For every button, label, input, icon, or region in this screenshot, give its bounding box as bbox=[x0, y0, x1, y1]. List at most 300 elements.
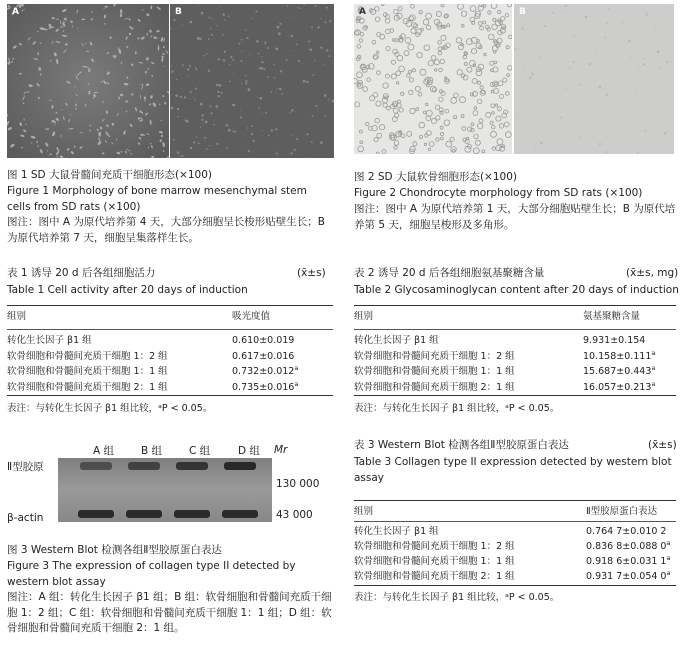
table3-header-rule bbox=[354, 521, 676, 522]
dots1b-cell-148 bbox=[290, 152, 292, 154]
dots2b-cell-16 bbox=[516, 113, 517, 114]
table2-row-4-value-text: 16.057±0.213 bbox=[583, 381, 652, 393]
dots1b-cell-179 bbox=[279, 88, 281, 90]
dots1b-cell-69 bbox=[289, 112, 290, 113]
dots1b-cell-37 bbox=[196, 136, 197, 137]
table2-row-3-value bbox=[583, 363, 656, 378]
table1-row-4-value-text: 0.735±0.016 bbox=[232, 381, 295, 393]
dots1b-cell-31 bbox=[216, 84, 219, 87]
dots1b-cell-163 bbox=[201, 114, 203, 116]
fig1-panel-b-label: B bbox=[175, 7, 182, 17]
table2-row-4-value bbox=[583, 379, 656, 394]
table1-row-3-value bbox=[232, 363, 299, 378]
dots2b-cell-56 bbox=[574, 35, 576, 37]
table1-row-4-sig: a bbox=[294, 379, 299, 388]
dots1b-cell-171 bbox=[262, 130, 263, 131]
dots1b-cell-108 bbox=[219, 84, 222, 87]
dots1b-cell-124 bbox=[320, 47, 322, 49]
dots1b-cell-175 bbox=[200, 103, 203, 106]
dots1b-cell-116 bbox=[264, 68, 266, 70]
fig3-blot-bands bbox=[58, 458, 272, 522]
dots2b-cell-46 bbox=[669, 32, 670, 33]
table1-title-en: Table 1 Cell activity after 20 days of induction bbox=[7, 284, 248, 296]
dots2b-cell-20 bbox=[644, 130, 646, 132]
table1-row-3-group: 软骨细胞和骨髓间充质干细胞 1：1 组 bbox=[7, 366, 168, 377]
dots1b-cell-150 bbox=[265, 41, 266, 42]
dots1b-cell-128 bbox=[176, 79, 178, 81]
dots1b-cell-188 bbox=[228, 129, 231, 132]
dots1b-cell-59 bbox=[201, 12, 204, 15]
dots1b-cell-97 bbox=[216, 105, 219, 108]
dots1b-cell-34 bbox=[249, 54, 250, 55]
table2-row-1-group: 转化生长因子 β1 组 bbox=[354, 335, 439, 346]
dots2b-cell-47 bbox=[617, 63, 618, 64]
dots1b-cell-55 bbox=[214, 62, 215, 63]
dots1b-cell-162 bbox=[295, 111, 296, 112]
fig3-mr-label: Mr bbox=[274, 444, 288, 456]
dots1b-cell-112 bbox=[171, 71, 173, 73]
table3-row-4-value bbox=[586, 568, 671, 583]
fig1-note: 图注：图中 A 为原代培养第 4 天，大部分细胞呈长梭形贴壁生长；B 为原代培养第 7 天，细胞呈集落样生长。 bbox=[7, 216, 325, 244]
dots1b-cell-197 bbox=[311, 26, 313, 28]
table1-bottom-rule bbox=[7, 395, 333, 396]
dots1b-cell-184 bbox=[245, 80, 247, 82]
dots1b-cell-110 bbox=[205, 121, 208, 124]
dots1b-cell-68 bbox=[233, 130, 235, 132]
fig3-row2-label: β-actin bbox=[7, 512, 44, 524]
dots1b-cell-172 bbox=[206, 53, 208, 55]
table3-row-2-value-text: 0.836 8±0.088 0 bbox=[586, 541, 667, 552]
table3-top-rule bbox=[354, 500, 676, 501]
dots1b-cell-50 bbox=[180, 96, 182, 98]
dots2b-cell-53 bbox=[618, 85, 619, 86]
dots2b-cell-40 bbox=[664, 132, 667, 135]
dots1b-cell-93 bbox=[214, 124, 216, 126]
dots1b-cell-131 bbox=[248, 150, 250, 152]
dots1b-cell-190 bbox=[245, 75, 246, 76]
dots1b-cell-191 bbox=[314, 60, 315, 61]
dots2b-cell-27 bbox=[657, 50, 660, 53]
dots2b-cell-2 bbox=[580, 84, 582, 86]
dots1b-cell-109 bbox=[187, 68, 189, 70]
dots1b-cell-48 bbox=[258, 68, 259, 69]
fig1-panel-b-image bbox=[170, 4, 334, 158]
dots1b-cell-38 bbox=[241, 60, 243, 62]
dots1b-cell-3 bbox=[190, 99, 191, 100]
dots1b-cell-44 bbox=[299, 8, 300, 9]
dots2b-cell-26 bbox=[586, 21, 587, 22]
table3-title-en: Table 3 Collagen type II expression detected by western blot assay bbox=[354, 456, 672, 484]
dots1b-cell-144 bbox=[229, 64, 230, 65]
dots1b-cell-147 bbox=[228, 15, 230, 17]
dots1b-cell-25 bbox=[224, 19, 226, 21]
dots1b-cell-138 bbox=[180, 74, 181, 75]
dots1b-cell-65 bbox=[171, 107, 174, 110]
table2-row-2-group: 软骨细胞和骨髓间充质干细胞 1：2 组 bbox=[354, 350, 515, 362]
dots1b-cell-130 bbox=[293, 16, 294, 17]
dots1b-cell-156 bbox=[287, 6, 288, 7]
table1-row-4-group: 软骨细胞和骨髓间充质干细胞 2：1 组 bbox=[7, 381, 168, 393]
fig3-row1-label: Ⅱ型胶原 bbox=[7, 461, 44, 473]
dots1b-cell-72 bbox=[209, 105, 211, 107]
table3-row-3-value-text: 0.918 6±0.031 1 bbox=[586, 556, 667, 567]
table1-row-1-group: 转化生长因子 β1 组 bbox=[7, 335, 92, 346]
dots2b-cell-8 bbox=[561, 12, 562, 13]
table2-row-2-sig: a bbox=[651, 348, 656, 357]
dots1b-cell-199 bbox=[198, 81, 199, 82]
fig2-panel-a bbox=[354, 4, 512, 154]
dots1a-cell-42 bbox=[23, 103, 24, 105]
fig2-caption-cn: 图 2 SD 大鼠软骨细胞形态(×100) bbox=[354, 171, 517, 183]
dots1b-cell-178 bbox=[233, 74, 234, 75]
table1-row-4-value bbox=[232, 379, 299, 394]
dots1b-cell-42 bbox=[317, 26, 319, 28]
fig3-lane-c: C 组 bbox=[189, 445, 211, 457]
dots2b-cell-34 bbox=[647, 71, 649, 73]
table2-bottom-rule bbox=[354, 395, 676, 396]
dots1b-cell-106 bbox=[323, 64, 324, 65]
table3-row-4-sig: a bbox=[666, 568, 671, 577]
table1-unit: (x̄±s) bbox=[297, 267, 326, 279]
dots1b-cell-51 bbox=[203, 123, 204, 124]
dots1b-cell-53 bbox=[218, 58, 220, 60]
dots1b-cell-118 bbox=[171, 65, 172, 66]
dots1b-cell-46 bbox=[261, 56, 262, 57]
dots1b-cell-177 bbox=[195, 88, 197, 90]
table1-row-2-group: 软骨细胞和骨髓间充质干细胞 1：2 组 bbox=[7, 350, 168, 362]
dots1b-cell-0 bbox=[190, 147, 192, 149]
dots1b-cell-173 bbox=[241, 83, 242, 84]
table3-col-group: 组别 bbox=[354, 506, 374, 517]
dots2b-cell-3 bbox=[606, 23, 608, 25]
dots1b-cell-91 bbox=[210, 28, 211, 29]
fig3-lane-d: D 组 bbox=[238, 445, 260, 457]
dots1b-cell-167 bbox=[189, 65, 191, 67]
dots1b-cell-87 bbox=[253, 140, 255, 142]
table3-col-value: Ⅱ型胶原蛋白表达 bbox=[586, 506, 658, 517]
dots2b-cell-48 bbox=[666, 61, 668, 63]
dots1b-cell-23 bbox=[260, 97, 263, 100]
dots2b-cell-23 bbox=[637, 151, 639, 153]
dots1b-cell-168 bbox=[290, 50, 291, 51]
dots1b-cell-78 bbox=[245, 83, 247, 85]
dots1b-cell-161 bbox=[288, 35, 289, 36]
dots1b-cell-142 bbox=[195, 68, 197, 70]
dots1b-cell-182 bbox=[170, 28, 171, 29]
table3-bottom-rule bbox=[354, 585, 676, 586]
dots1b-cell-82 bbox=[298, 60, 300, 62]
fig3-mr bbox=[274, 443, 287, 457]
dots1b-cell-20 bbox=[311, 141, 313, 143]
dots2b-cell-11 bbox=[648, 121, 649, 122]
dots2b-cell-13 bbox=[622, 21, 624, 23]
dots1b-cell-115 bbox=[317, 108, 318, 109]
dots1b-cell-129 bbox=[182, 64, 184, 66]
table2-header-rule bbox=[354, 329, 676, 330]
dots2b-cell-28 bbox=[617, 148, 618, 149]
dots1b-cell-98 bbox=[211, 34, 213, 36]
dots2b-cell-57 bbox=[540, 142, 543, 145]
dots2b-cell-35 bbox=[574, 133, 575, 134]
dots1b-cell-183 bbox=[278, 32, 281, 35]
dots1b-cell-33 bbox=[321, 18, 322, 19]
table1-row-2-value-text: 0.617±0.016 bbox=[232, 350, 295, 362]
dots1b-cell-79 bbox=[320, 141, 323, 144]
dots2b-cell-18 bbox=[643, 63, 645, 65]
table2-row-1-value-text: 9.931±0.154 bbox=[583, 335, 646, 346]
dots2b-cell-30 bbox=[628, 40, 630, 42]
dots2b-cell-50 bbox=[539, 57, 540, 58]
table1-row-2-value bbox=[232, 351, 294, 363]
dots1b-cell-198 bbox=[223, 13, 224, 14]
table2-unit: (x̄±s, mg) bbox=[626, 267, 679, 279]
table2-row-3-value-text: 15.687±0.443 bbox=[583, 366, 652, 377]
dots1b-cell-159 bbox=[190, 21, 193, 24]
dots1b-cell-71 bbox=[291, 35, 293, 37]
dots2b-cell-41 bbox=[602, 29, 603, 30]
table3-title-cn: 表 3 Western Blot 检测各组Ⅱ型胶原蛋白表达 bbox=[354, 439, 569, 451]
dots1b-cell-127 bbox=[206, 148, 208, 150]
dots1b-cell-57 bbox=[245, 29, 246, 30]
dots1b-cell-1 bbox=[281, 93, 283, 95]
dots1b-cell-61 bbox=[302, 63, 303, 64]
fig3-lane-a: A 组 bbox=[93, 445, 115, 457]
dots2b-cell-59 bbox=[606, 93, 608, 95]
dots2b-cell-25 bbox=[657, 144, 658, 145]
table1-row-3-value-text: 0.732±0.012 bbox=[232, 366, 295, 377]
dots1b-cell-18 bbox=[256, 40, 259, 43]
table2-title-en: Table 2 Glycosaminoglycan content after 20 days of induction bbox=[354, 284, 679, 296]
dots2b-cell-21 bbox=[544, 25, 546, 27]
blot-band-actin-3 bbox=[174, 510, 210, 518]
dots2b-cell-4 bbox=[521, 28, 523, 30]
dots1b-cell-189 bbox=[185, 120, 186, 121]
table3-row-4-value-text: 0.931 7±0.054 0 bbox=[586, 571, 667, 582]
dots1b-cell-174 bbox=[271, 129, 273, 131]
table3-row-4-group: 软骨细胞和骨髓间充质干细胞 2：1 组 bbox=[354, 571, 515, 582]
fig1-panel-a-image bbox=[7, 4, 169, 158]
dots2b-cell-54 bbox=[599, 143, 601, 145]
blot-band-collagen-1 bbox=[80, 462, 112, 470]
dots2b-cell-7 bbox=[585, 16, 588, 19]
table3-row-3-value bbox=[586, 553, 671, 568]
dots1b-cell-58 bbox=[219, 6, 220, 7]
table3-row-1-group: 转化生长因子 β1 组 bbox=[354, 526, 439, 537]
dots2b-cell-51 bbox=[655, 29, 656, 30]
dots1b-cell-6 bbox=[226, 124, 229, 127]
table3-note: 表注：与转化生长因子 β1 组比较，ᵃP < 0.05。 bbox=[354, 592, 560, 603]
dots2b-cell-44 bbox=[651, 67, 652, 68]
dots1b-cell-100 bbox=[296, 44, 298, 46]
dots2b-cell-43 bbox=[608, 8, 610, 10]
dots1b-cell-137 bbox=[217, 91, 219, 93]
dots1b-cell-62 bbox=[229, 81, 231, 83]
dots1b-cell-24 bbox=[251, 133, 253, 135]
fig2-caption-en: Figure 2 Chondrocyte morphology from SD rats (×100) bbox=[354, 187, 643, 199]
dots1b-cell-153 bbox=[216, 25, 217, 26]
dots1b-cell-63 bbox=[274, 77, 275, 78]
dots1b-cell-102 bbox=[252, 18, 253, 19]
dots1b-cell-152 bbox=[328, 99, 329, 100]
dots2b-cell-9 bbox=[599, 85, 602, 88]
dots1b-cell-40 bbox=[261, 61, 263, 63]
dots2b-cell-38 bbox=[589, 63, 592, 66]
dots1b-cell-139 bbox=[204, 137, 206, 139]
fig1-panel-b bbox=[170, 4, 334, 158]
fig1-caption-en: Figure 1 Morphology of bone marrow mesenchymal stem cells from SD rats (×100) bbox=[7, 185, 307, 213]
table2-col-group: 组别 bbox=[354, 311, 374, 322]
dots1b-cell-160 bbox=[275, 128, 277, 130]
dots1b-cell-136 bbox=[251, 125, 253, 127]
dots2b-cell-55 bbox=[669, 6, 670, 7]
dots1b-cell-195 bbox=[241, 39, 243, 41]
dots1b-cell-85 bbox=[190, 91, 192, 93]
dots1b-cell-180 bbox=[238, 43, 240, 45]
dots1b-cell-114 bbox=[173, 139, 175, 141]
dots1b-cell-170 bbox=[175, 94, 178, 97]
dots1b-cell-165 bbox=[315, 5, 317, 7]
dots1b-cell-7 bbox=[329, 55, 331, 57]
blot-band-actin-2 bbox=[126, 510, 162, 518]
dots1b-cell-194 bbox=[273, 64, 274, 65]
fig1-panel-a bbox=[7, 4, 169, 158]
dots1b-cell-10 bbox=[224, 51, 226, 53]
dots1b-cell-120 bbox=[277, 26, 280, 29]
dots1b-cell-141 bbox=[226, 147, 228, 149]
fig2-panel-b-image bbox=[514, 4, 674, 154]
dots1b-cell-107 bbox=[232, 104, 234, 106]
dots1b-cell-193 bbox=[260, 67, 263, 70]
dots1b-cell-90 bbox=[276, 153, 278, 155]
blot-band-collagen-2 bbox=[128, 462, 160, 470]
dots1b-cell-119 bbox=[268, 76, 270, 78]
fig3-caption-cn: 图 3 Western Blot 检测各组Ⅱ型胶原蛋白表达 bbox=[7, 544, 222, 556]
dots1b-cell-17 bbox=[195, 67, 196, 68]
dots1b-cell-39 bbox=[240, 116, 242, 118]
dots2b-cell-33 bbox=[597, 64, 598, 65]
dots2b-cell-58 bbox=[636, 91, 637, 92]
table3-unit: (x̄±s) bbox=[648, 439, 677, 451]
table3-row-3-group: 软骨细胞和骨髓间充质干细胞 1：1 组 bbox=[354, 556, 515, 567]
dots1b-cell-52 bbox=[246, 37, 248, 39]
dots1b-cell-22 bbox=[182, 155, 184, 157]
dots1b-cell-103 bbox=[209, 17, 211, 19]
dots1b-cell-181 bbox=[179, 156, 180, 157]
dots1b-cell-70 bbox=[286, 59, 288, 61]
dots1b-cell-166 bbox=[329, 20, 331, 22]
dots2b-cell-19 bbox=[646, 13, 648, 15]
table1-top-rule bbox=[7, 305, 333, 306]
fig3-marker1: 130 000 bbox=[276, 478, 320, 490]
table1-row-1-value bbox=[232, 335, 294, 347]
dots1b-cell-125 bbox=[264, 42, 266, 44]
dots1b-cell-146 bbox=[188, 75, 189, 76]
dots1b-cell-157 bbox=[182, 24, 183, 25]
dots1b-cell-117 bbox=[248, 85, 249, 86]
table2-row-4-sig: a bbox=[651, 379, 656, 388]
dots2b-cell-17 bbox=[569, 68, 571, 70]
dots1b-cell-75 bbox=[291, 134, 292, 135]
dots2b-cell-36 bbox=[601, 10, 602, 11]
dots1b-cell-143 bbox=[173, 19, 175, 21]
fig2-panel-b bbox=[514, 4, 674, 154]
dots2b-cell-10 bbox=[606, 152, 608, 154]
dots1b-cell-113 bbox=[257, 97, 258, 98]
table1-header-rule bbox=[7, 329, 333, 330]
dots1b-cell-111 bbox=[177, 151, 179, 153]
dots1b-cell-151 bbox=[313, 74, 315, 76]
dots1b-cell-187 bbox=[308, 41, 310, 43]
dots1b-cell-134 bbox=[193, 141, 195, 143]
table2-row-2-value bbox=[583, 348, 656, 363]
dots1b-cell-186 bbox=[193, 97, 194, 98]
blot-band-collagen-4 bbox=[224, 462, 256, 470]
dots1b-cell-66 bbox=[324, 116, 325, 117]
fig3-caption-en: Figure 3 The expression of collagen type II detected by western blot assay bbox=[7, 560, 296, 588]
dots1b-cell-83 bbox=[326, 7, 328, 9]
dots1b-cell-164 bbox=[241, 109, 242, 110]
table2-row-3-group: 软骨细胞和骨髓间充质干细胞 1：1 组 bbox=[354, 366, 515, 377]
dots1b-cell-104 bbox=[297, 7, 298, 8]
dots1b-cell-9 bbox=[177, 108, 179, 110]
dots1b-cell-2 bbox=[258, 107, 260, 109]
dots1b-cell-36 bbox=[200, 127, 201, 128]
table2-col-value: 氨基聚糖含量 bbox=[583, 311, 641, 322]
dots1a-cell-154 bbox=[112, 123, 114, 126]
dots1b-cell-28 bbox=[222, 34, 224, 36]
table2-row-1-value bbox=[583, 335, 645, 347]
dots1b-cell-169 bbox=[208, 38, 210, 40]
table2-note: 表注：与转化生长因子 β1 组比较，ᵃP < 0.05。 bbox=[354, 403, 560, 414]
dots1b-cell-135 bbox=[211, 112, 213, 114]
dots1b-cell-81 bbox=[279, 144, 280, 145]
dots2b-cell-52 bbox=[659, 68, 660, 69]
dots1b-cell-12 bbox=[248, 88, 251, 91]
table1-row-3-sig: a bbox=[294, 363, 299, 372]
fig2-note: 图注：图中 A 为原代培养第 1 天，大部分细胞贴壁生长；B 为原代培养第 5 天，细胞呈梭形及多角形。 bbox=[354, 203, 676, 231]
dots2b-cell-22 bbox=[573, 61, 575, 63]
dots1b-cell-121 bbox=[268, 135, 270, 137]
dots1b-cell-126 bbox=[204, 55, 206, 57]
dots1b-cell-185 bbox=[303, 80, 306, 83]
dots2b-cell-31 bbox=[654, 111, 655, 112]
dots1b-cell-192 bbox=[296, 138, 298, 140]
dots1b-cell-145 bbox=[265, 112, 267, 114]
blot-band-actin-1 bbox=[78, 510, 114, 518]
dots1b-cell-21 bbox=[276, 89, 277, 90]
fig1-panel-a-label: A bbox=[12, 7, 19, 17]
fig2-panel-a-image bbox=[354, 4, 512, 154]
dots1b-cell-30 bbox=[232, 59, 234, 61]
dots1b-cell-45 bbox=[309, 48, 312, 51]
table3-row-2-sig: a bbox=[666, 538, 671, 547]
dots2b-cell-24 bbox=[643, 58, 645, 60]
dots1b-cell-73 bbox=[274, 26, 275, 27]
dots2b-cell-15 bbox=[579, 137, 581, 139]
table2-top-rule bbox=[354, 305, 676, 306]
table3-row-2-group: 软骨细胞和骨髓间充质干细胞 1：2 组 bbox=[354, 541, 515, 552]
dots1b-cell-140 bbox=[197, 37, 200, 40]
fig1-caption-cn: 图 1 SD 大鼠骨髓间充质干细胞形态(×100) bbox=[7, 169, 212, 181]
dots1b-cell-67 bbox=[213, 51, 214, 52]
fig2-panel-b-label: B bbox=[519, 7, 526, 17]
table3-row-2-value bbox=[586, 538, 671, 553]
dots1b-cell-101 bbox=[194, 99, 195, 100]
dots2b-cell-42 bbox=[560, 117, 562, 119]
dots1b-cell-4 bbox=[306, 133, 308, 135]
blot-band-actin-4 bbox=[222, 510, 258, 518]
dots1b-cell-86 bbox=[326, 49, 328, 51]
